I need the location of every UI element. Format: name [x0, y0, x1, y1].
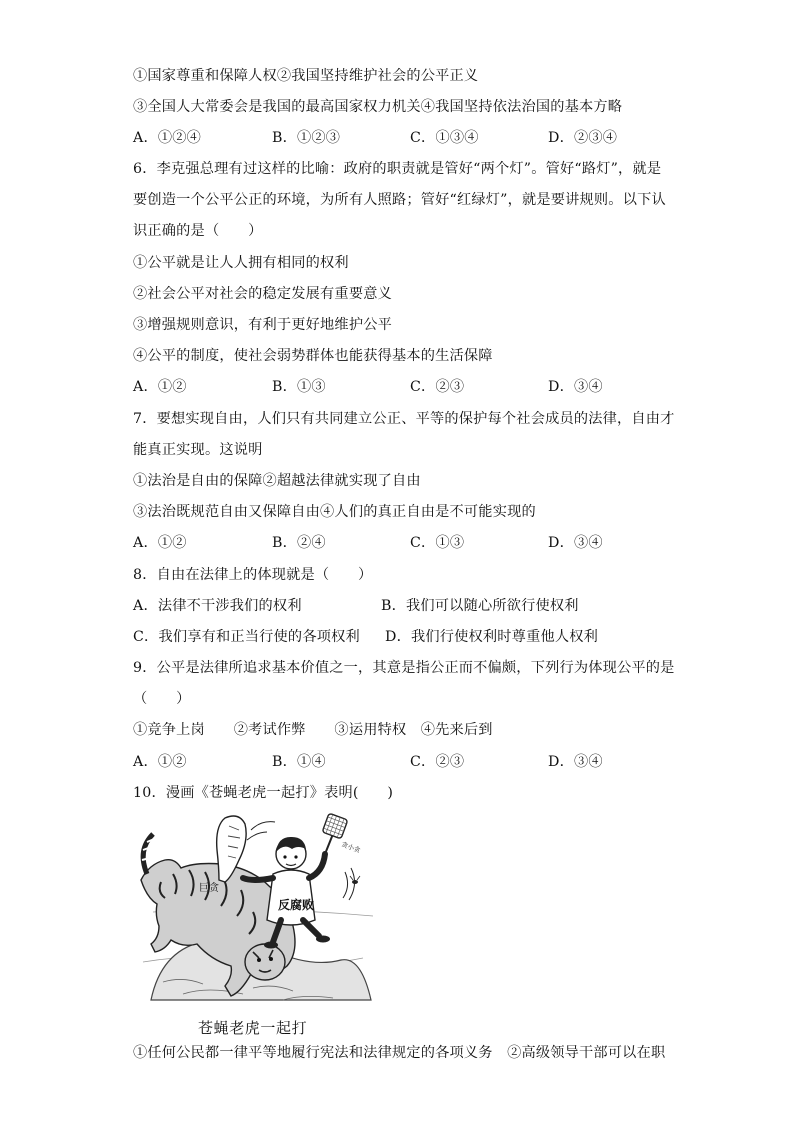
q6-option-d: D．③④: [548, 379, 603, 395]
q6-stem-2: 要创造一个公平公正的环境，为所有人照路；管好“红绿灯”，就是要讲规则。以下认: [133, 192, 666, 208]
q7-line-2: ③法治既规范自由又保障自由④人们的真正自由是不可能实现的: [133, 504, 536, 520]
q7-stem-1: 7．要想实现自由，人们只有共同建立公正、平等的保护每个社会成员的法律，自由才: [133, 411, 675, 427]
q10-stem: 10．漫画《苍蝇老虎一起打》表明( ): [133, 785, 394, 801]
q9-items: ①竞争上岗 ②考试作弊 ③运用特权 ④先来后到: [133, 722, 493, 738]
q9-option-b: B．①④: [272, 754, 326, 770]
q5-line-1: ①国家尊重和保障人权②我国坚持维护社会的公平正义: [133, 68, 479, 84]
q8-option-a: A．法律不干涉我们的权利: [133, 598, 302, 614]
q7-option-a: A．①②: [133, 535, 187, 551]
q9-option-d: D．③④: [548, 754, 603, 770]
q9-stem-1: 9．公平是法律所追求基本价值之一，其意是指公正而不偏颇，下列行为体现公平的是: [133, 660, 675, 676]
q9-stem-2: （ ）: [133, 691, 191, 707]
shirt-label: 反腐败: [278, 898, 315, 912]
q7-stem-2: 能真正实现。这说明: [133, 442, 263, 458]
q6-item-4: ④公平的制度，使社会弱势群体也能获得基本的生活保障: [133, 348, 493, 364]
q7-option-d: D．③④: [548, 535, 603, 551]
q6-stem-3: 识正确的是（ ）: [133, 223, 263, 239]
tiger-label: 巨贪: [199, 883, 219, 894]
q5-option-a: A．①②④: [133, 130, 201, 146]
fly-icon: [350, 876, 360, 884]
fly-label: 贪小贪: [340, 840, 362, 855]
q6-item-2: ②社会公平对社会的稳定发展有重要意义: [133, 286, 392, 302]
q5-option-d: D．②③④: [548, 130, 618, 146]
cartoon-caption: 苍蝇老虎一起打: [198, 1019, 308, 1037]
q8-stem: 8．自由在法律上的体现就是（ ）: [133, 567, 373, 583]
q5-line-2: ③全国人大常委会是我国的最高国家权力机关④我国坚持依法治国的基本方略: [133, 99, 623, 115]
q6-option-a: A．①②: [133, 379, 187, 395]
cartoon-anticorruption: [133, 812, 379, 1010]
q5-option-b: B．①②③: [272, 130, 341, 146]
q7-option-c: C．①③: [410, 535, 465, 551]
q7-line-1: ①法治是自由的保障②超越法律就实现了自由: [133, 473, 421, 489]
q5-option-c: C．①③④: [410, 130, 479, 146]
q8-option-d: D．我们行使权利时尊重他人权利: [385, 629, 599, 645]
q9-option-a: A．①②: [133, 754, 187, 770]
q9-option-c: C．②③: [410, 754, 465, 770]
q6-item-1: ①公平就是让人人拥有相同的权利: [133, 255, 349, 271]
q10-line-1: ①任何公民都一律平等地履行宪法和法律规定的各项义务 ②高级领导干部可以在职: [133, 1045, 666, 1061]
q6-option-c: C．②③: [410, 379, 465, 395]
fly-swatter-icon: [322, 813, 348, 839]
q6-option-b: B．①③: [272, 379, 326, 395]
q7-option-b: B．②④: [272, 535, 326, 551]
q6-item-3: ③增强规则意识，有利于更好地维护公平: [133, 317, 392, 333]
q6-stem-1: 6．李克强总理有过这样的比喻：政府的职责就是管好“两个灯”。管好“路灯”，就是: [133, 161, 662, 177]
q8-option-b: B．我们可以随心所欲行使权利: [381, 598, 579, 614]
q8-option-c: C．我们享有和正当行使的各项权利: [133, 629, 360, 645]
